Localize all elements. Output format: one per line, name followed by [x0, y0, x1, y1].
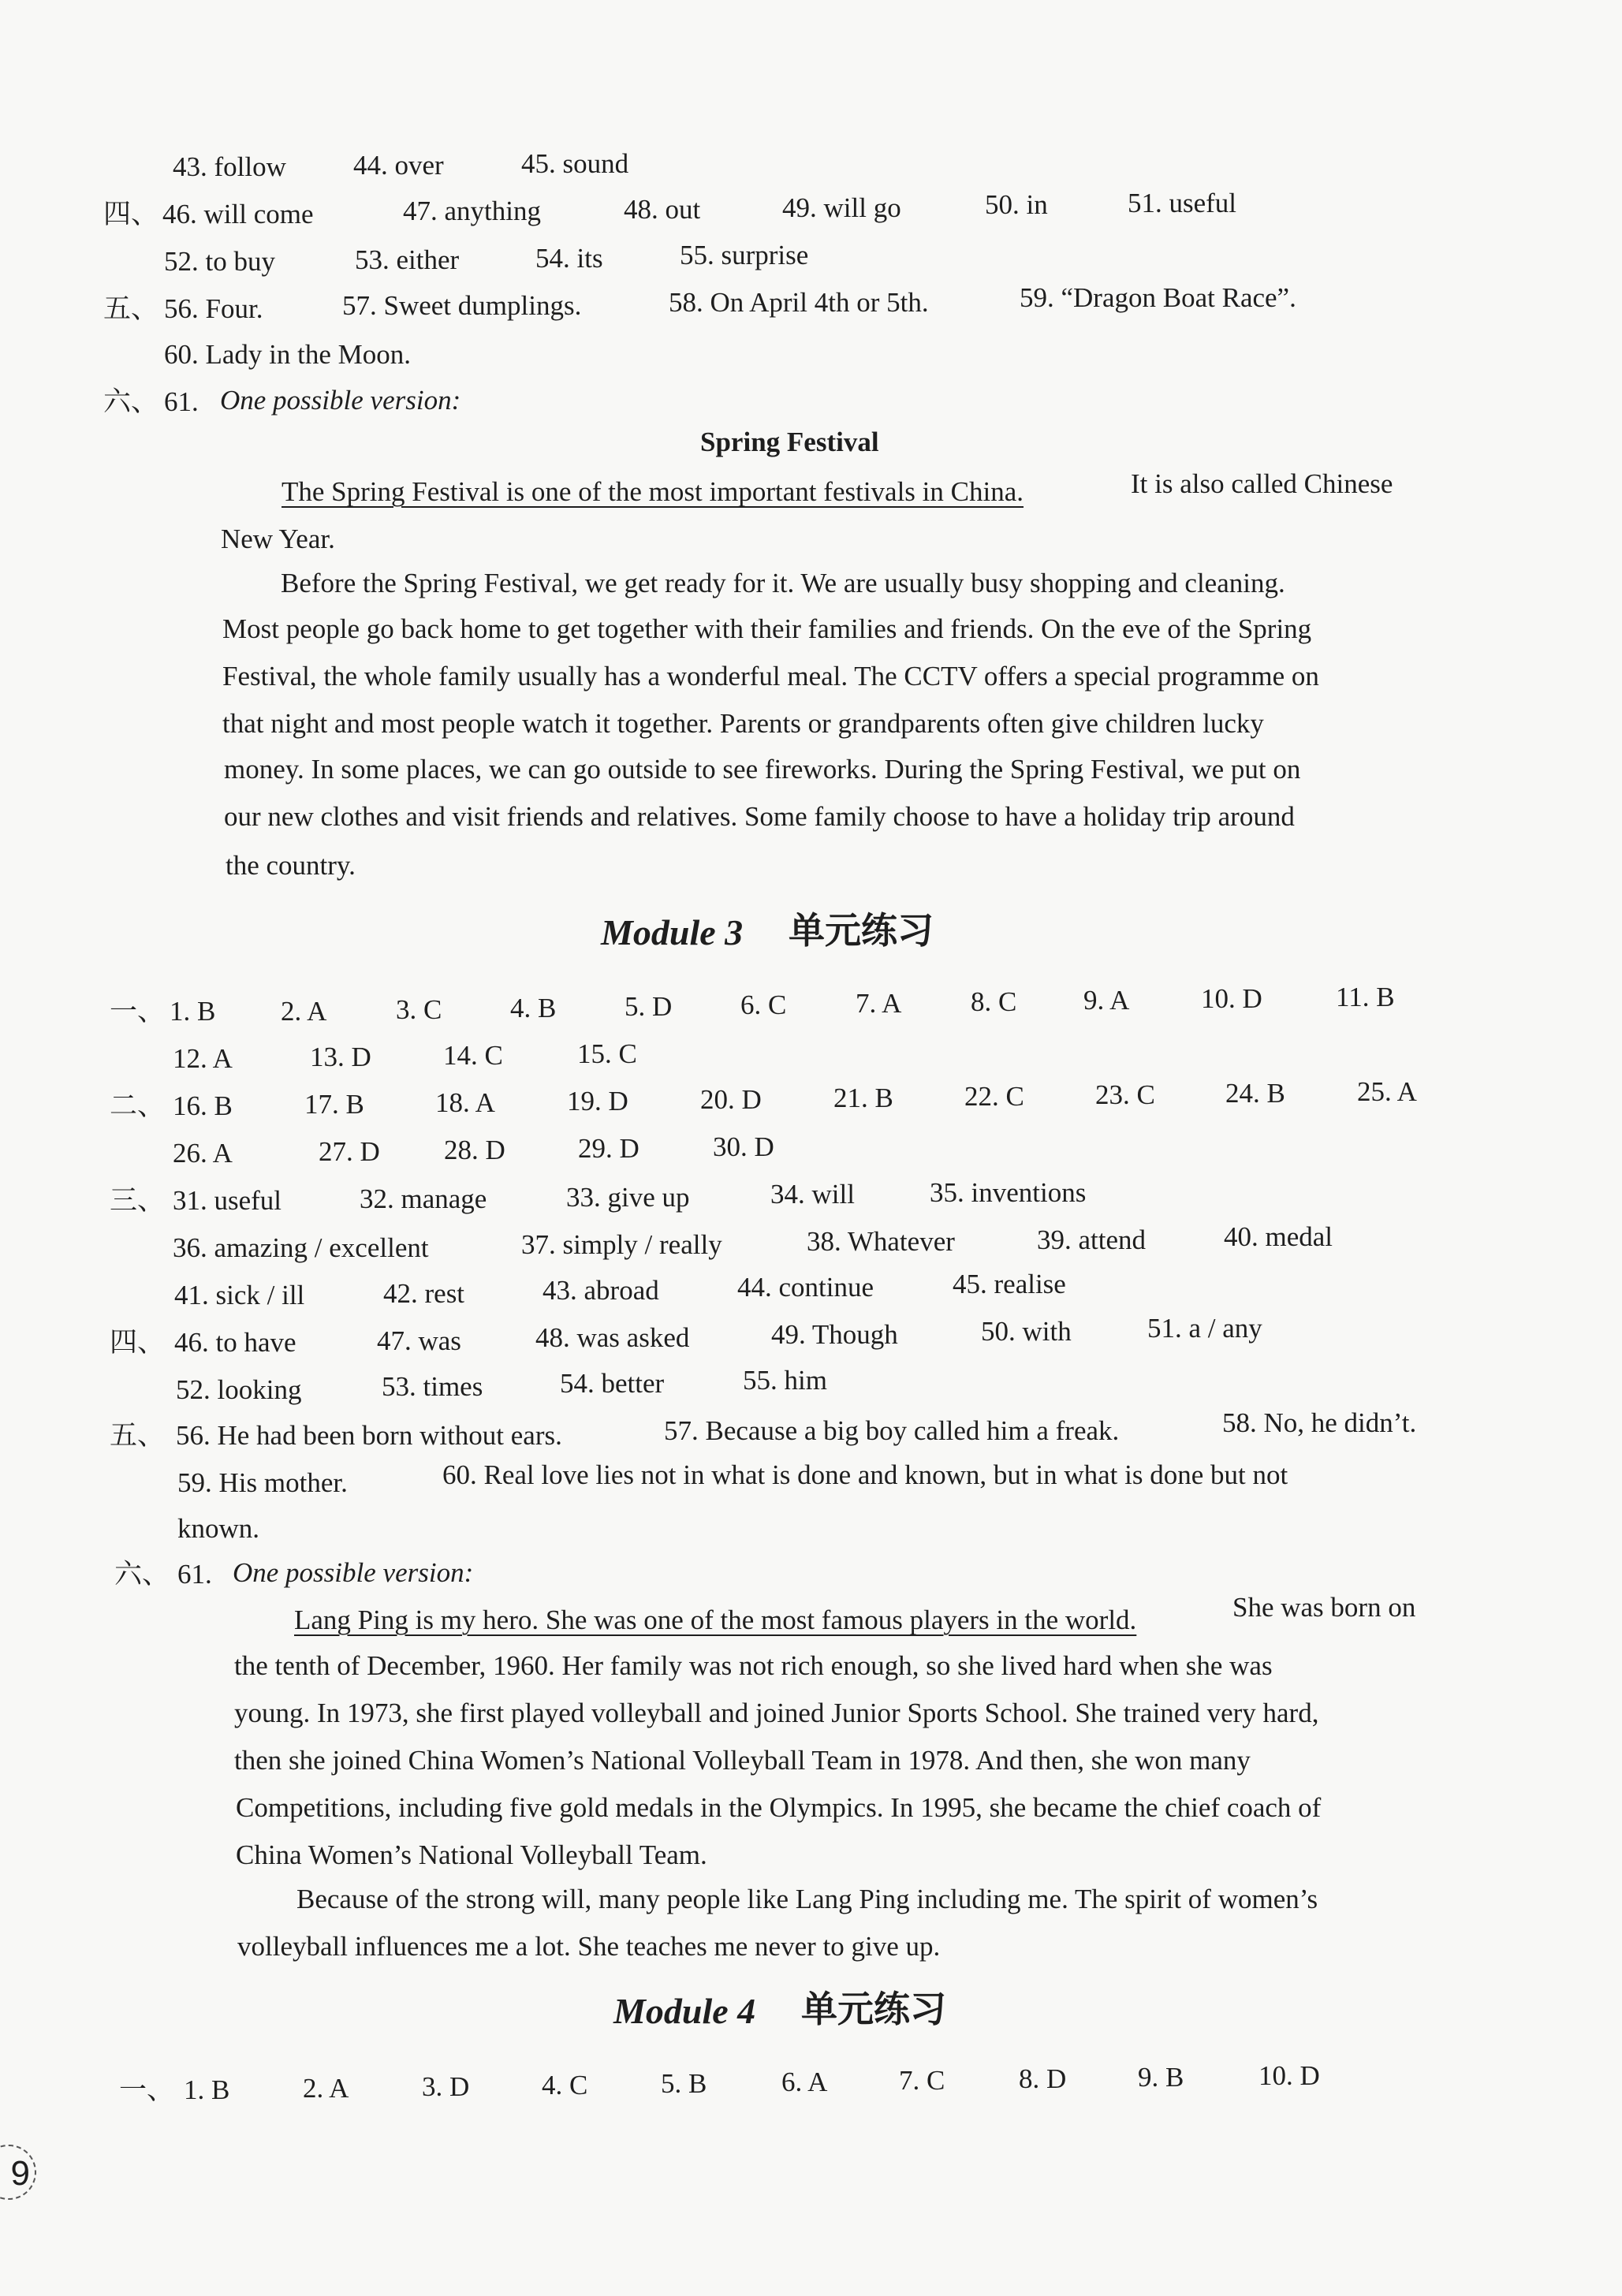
question-number: 61.	[164, 386, 199, 417]
answer: 1. B	[184, 2074, 230, 2105]
answer: 10. D	[1201, 983, 1262, 1014]
topic-sentence: The Spring Festival is one of the most important festivals in China.	[282, 476, 1024, 507]
answer: 43. follow	[173, 151, 286, 182]
answer: 49. Though	[771, 1319, 898, 1350]
answer: 37. simply / really	[521, 1229, 722, 1260]
answer: 30. D	[713, 1131, 774, 1162]
answer: 6. A	[781, 2067, 828, 2097]
answer: 26. A	[173, 1138, 233, 1168]
section-number: 四、	[110, 1327, 166, 1358]
answer-60: 60. Lady in the Moon.	[164, 339, 412, 370]
answer: 55. him	[743, 1365, 827, 1396]
answer: 13. D	[310, 1042, 371, 1072]
page-number: 9	[0, 2145, 36, 2200]
answer: 14. C	[443, 1040, 503, 1071]
answer: 50. in	[985, 189, 1048, 220]
answer: 41. sick / ill	[174, 1280, 305, 1310]
module-title: Module 4	[613, 1991, 756, 2031]
answer: 32. manage	[360, 1183, 487, 1214]
text-line: that night and most people watch it together. Parents or grandparents often give children lucky	[222, 708, 1264, 739]
text-line: She was born on	[1232, 1592, 1416, 1623]
answer: 45. realise	[953, 1269, 1066, 1299]
answer: 23. C	[1095, 1079, 1155, 1110]
answer: 54. better	[560, 1368, 665, 1399]
answer: 18. A	[435, 1087, 495, 1118]
answer: 57. Sweet dumplings.	[342, 290, 582, 321]
text-line: It is also called Chinese	[1131, 468, 1393, 499]
answer: 47. was	[377, 1325, 461, 1356]
text-line: then she joined China Women’s National Volleyball Team in 1978. And then, she won many	[234, 1745, 1251, 1776]
section-number: 六、	[103, 386, 159, 417]
answer: 2. A	[281, 996, 327, 1027]
answer: 9. B	[1138, 2062, 1184, 2093]
answer: 3. C	[396, 994, 442, 1025]
text-line: New Year.	[221, 524, 335, 554]
answer: 44. over	[353, 150, 444, 181]
answer: 36. amazing / excellent	[173, 1232, 429, 1263]
answer: 1. B	[170, 996, 216, 1027]
answer: 58. No, he didn’t.	[1222, 1407, 1417, 1438]
answer: 60. Real love lies not in what is done and known, but in what is done but not	[442, 1459, 1288, 1490]
answer: 11. B	[1336, 982, 1395, 1012]
answer: 2. A	[303, 2073, 349, 2104]
text-line: money. In some places, we can go outside to see fireworks. During the Spring Festival, we put on	[224, 754, 1301, 785]
answer: 59. “Dragon Boat Race”.	[1020, 282, 1296, 313]
section-number: 六、	[114, 1559, 170, 1590]
answer: 34. will	[770, 1179, 855, 1210]
text-line: the tenth of December, 1960. Her family was not rich enough, so she lived hard when she was	[234, 1650, 1273, 1681]
module-subtitle: 单元练习	[789, 911, 934, 951]
answer: 35. inventions	[930, 1177, 1087, 1208]
answer: 45. sound	[521, 148, 629, 179]
answer: 3. D	[422, 2071, 470, 2102]
answer: 8. D	[1019, 2063, 1067, 2094]
text-line: Festival, the whole family usually has a wonderful meal. The CCTV offers a special programme on	[222, 661, 1319, 691]
section-number: 五、	[103, 293, 159, 324]
answer: 42. rest	[383, 1278, 465, 1309]
answer: 31. useful	[173, 1185, 282, 1216]
answer: 56. He had been born without ears.	[176, 1420, 562, 1451]
answer: 39. attend	[1037, 1224, 1147, 1255]
section-number: 三、	[110, 1185, 166, 1216]
module-title: Module 3	[601, 912, 744, 952]
answer: 53. times	[382, 1371, 483, 1402]
answer: 44. continue	[737, 1272, 874, 1303]
answer: 16. B	[173, 1090, 233, 1121]
text-line: Most people go back home to get together with their families and friends. On the eve of the Spring	[222, 613, 1312, 644]
answer: 5. D	[625, 991, 673, 1022]
answer: 21. B	[833, 1083, 893, 1113]
text-line: volleyball influences me a lot. She teaches me never to give up.	[237, 1931, 941, 1962]
answer: 48. was asked	[535, 1322, 690, 1353]
answer: 38. Whatever	[807, 1226, 955, 1257]
section-number: 一、	[110, 996, 166, 1027]
answer: 28. D	[444, 1135, 505, 1165]
answer: 29. D	[578, 1133, 639, 1164]
answer: 10. D	[1258, 2060, 1320, 2091]
answer: 52. looking	[176, 1374, 302, 1405]
answer: 51. a / any	[1147, 1313, 1262, 1344]
text-line: young. In 1973, she first played volleyball and joined Junior Sports School. She trained very hard,	[234, 1698, 1319, 1728]
answer: 56. Four.	[164, 293, 263, 324]
answer: 47. anything	[403, 196, 541, 226]
answer: 8. C	[971, 986, 1017, 1017]
answer: 17. B	[304, 1089, 364, 1120]
answer: 57. Because a big boy called him a freak.	[664, 1415, 1120, 1446]
answer: 6. C	[740, 990, 787, 1020]
section-number: 四、	[103, 199, 159, 229]
answer: 52. to buy	[164, 246, 275, 277]
answer: 5. B	[661, 2068, 707, 2099]
answer: 27. D	[319, 1136, 380, 1167]
answer: 58. On April 4th or 5th.	[669, 287, 929, 318]
answer: 55. surprise	[680, 240, 809, 270]
answer: 24. B	[1225, 1078, 1285, 1109]
answer: 9. A	[1083, 985, 1130, 1016]
text-line: the country.	[226, 850, 356, 881]
module-subtitle: 单元练习	[801, 1989, 946, 2030]
topic-sentence: Lang Ping is my hero. She was one of the most famous players in the world.	[294, 1605, 1137, 1635]
answer-continuation: known.	[177, 1513, 260, 1544]
section-number: 一、	[119, 2074, 175, 2105]
text-line: Competitions, including five gold medals in the Olympics. In 1995, she became the chief coach of	[236, 1792, 1322, 1823]
answer: 46. will come	[162, 199, 314, 229]
answer: 4. B	[510, 993, 557, 1023]
answer: 59. His mother.	[177, 1467, 348, 1498]
answer: 43. abroad	[543, 1275, 659, 1306]
answer: 22. C	[964, 1081, 1024, 1112]
answer: 33. give up	[566, 1182, 690, 1213]
text-line: our new clothes and visit friends and relatives. Some family choose to have a holiday trip around	[224, 801, 1295, 832]
question-number: 61.	[177, 1559, 212, 1590]
section-number: 五、	[110, 1420, 166, 1451]
text-line: Because of the strong will, many people like Lang Ping including me. The spirit of women’s	[296, 1884, 1318, 1914]
answer: 20. D	[700, 1084, 762, 1115]
answer: 40. medal	[1224, 1221, 1333, 1252]
answer: 19. D	[567, 1086, 628, 1116]
version-label: One possible version:	[220, 385, 461, 416]
answer: 48. out	[624, 194, 701, 225]
answer: 25. A	[1357, 1076, 1417, 1107]
answer: 7. A	[856, 988, 902, 1019]
answer: 50. with	[981, 1316, 1072, 1347]
answer: 51. useful	[1128, 188, 1237, 218]
answer: 46. to have	[174, 1327, 296, 1358]
answer: 49. will go	[782, 192, 901, 223]
answer: 12. A	[173, 1043, 233, 1074]
answer: 4. C	[542, 2070, 588, 2100]
version-label: One possible version:	[233, 1557, 474, 1588]
answer: 54. its	[535, 243, 603, 274]
answer: 7. C	[899, 2065, 945, 2096]
section-number: 二、	[110, 1090, 166, 1121]
text-line: China Women’s National Volleyball Team.	[236, 1839, 707, 1870]
essay-title: Spring Festival	[700, 427, 879, 457]
answer: 53. either	[355, 244, 460, 275]
text-line: Before the Spring Festival, we get ready for it. We are usually busy shopping and cleaning.	[281, 568, 1285, 598]
answer: 15. C	[577, 1038, 637, 1069]
